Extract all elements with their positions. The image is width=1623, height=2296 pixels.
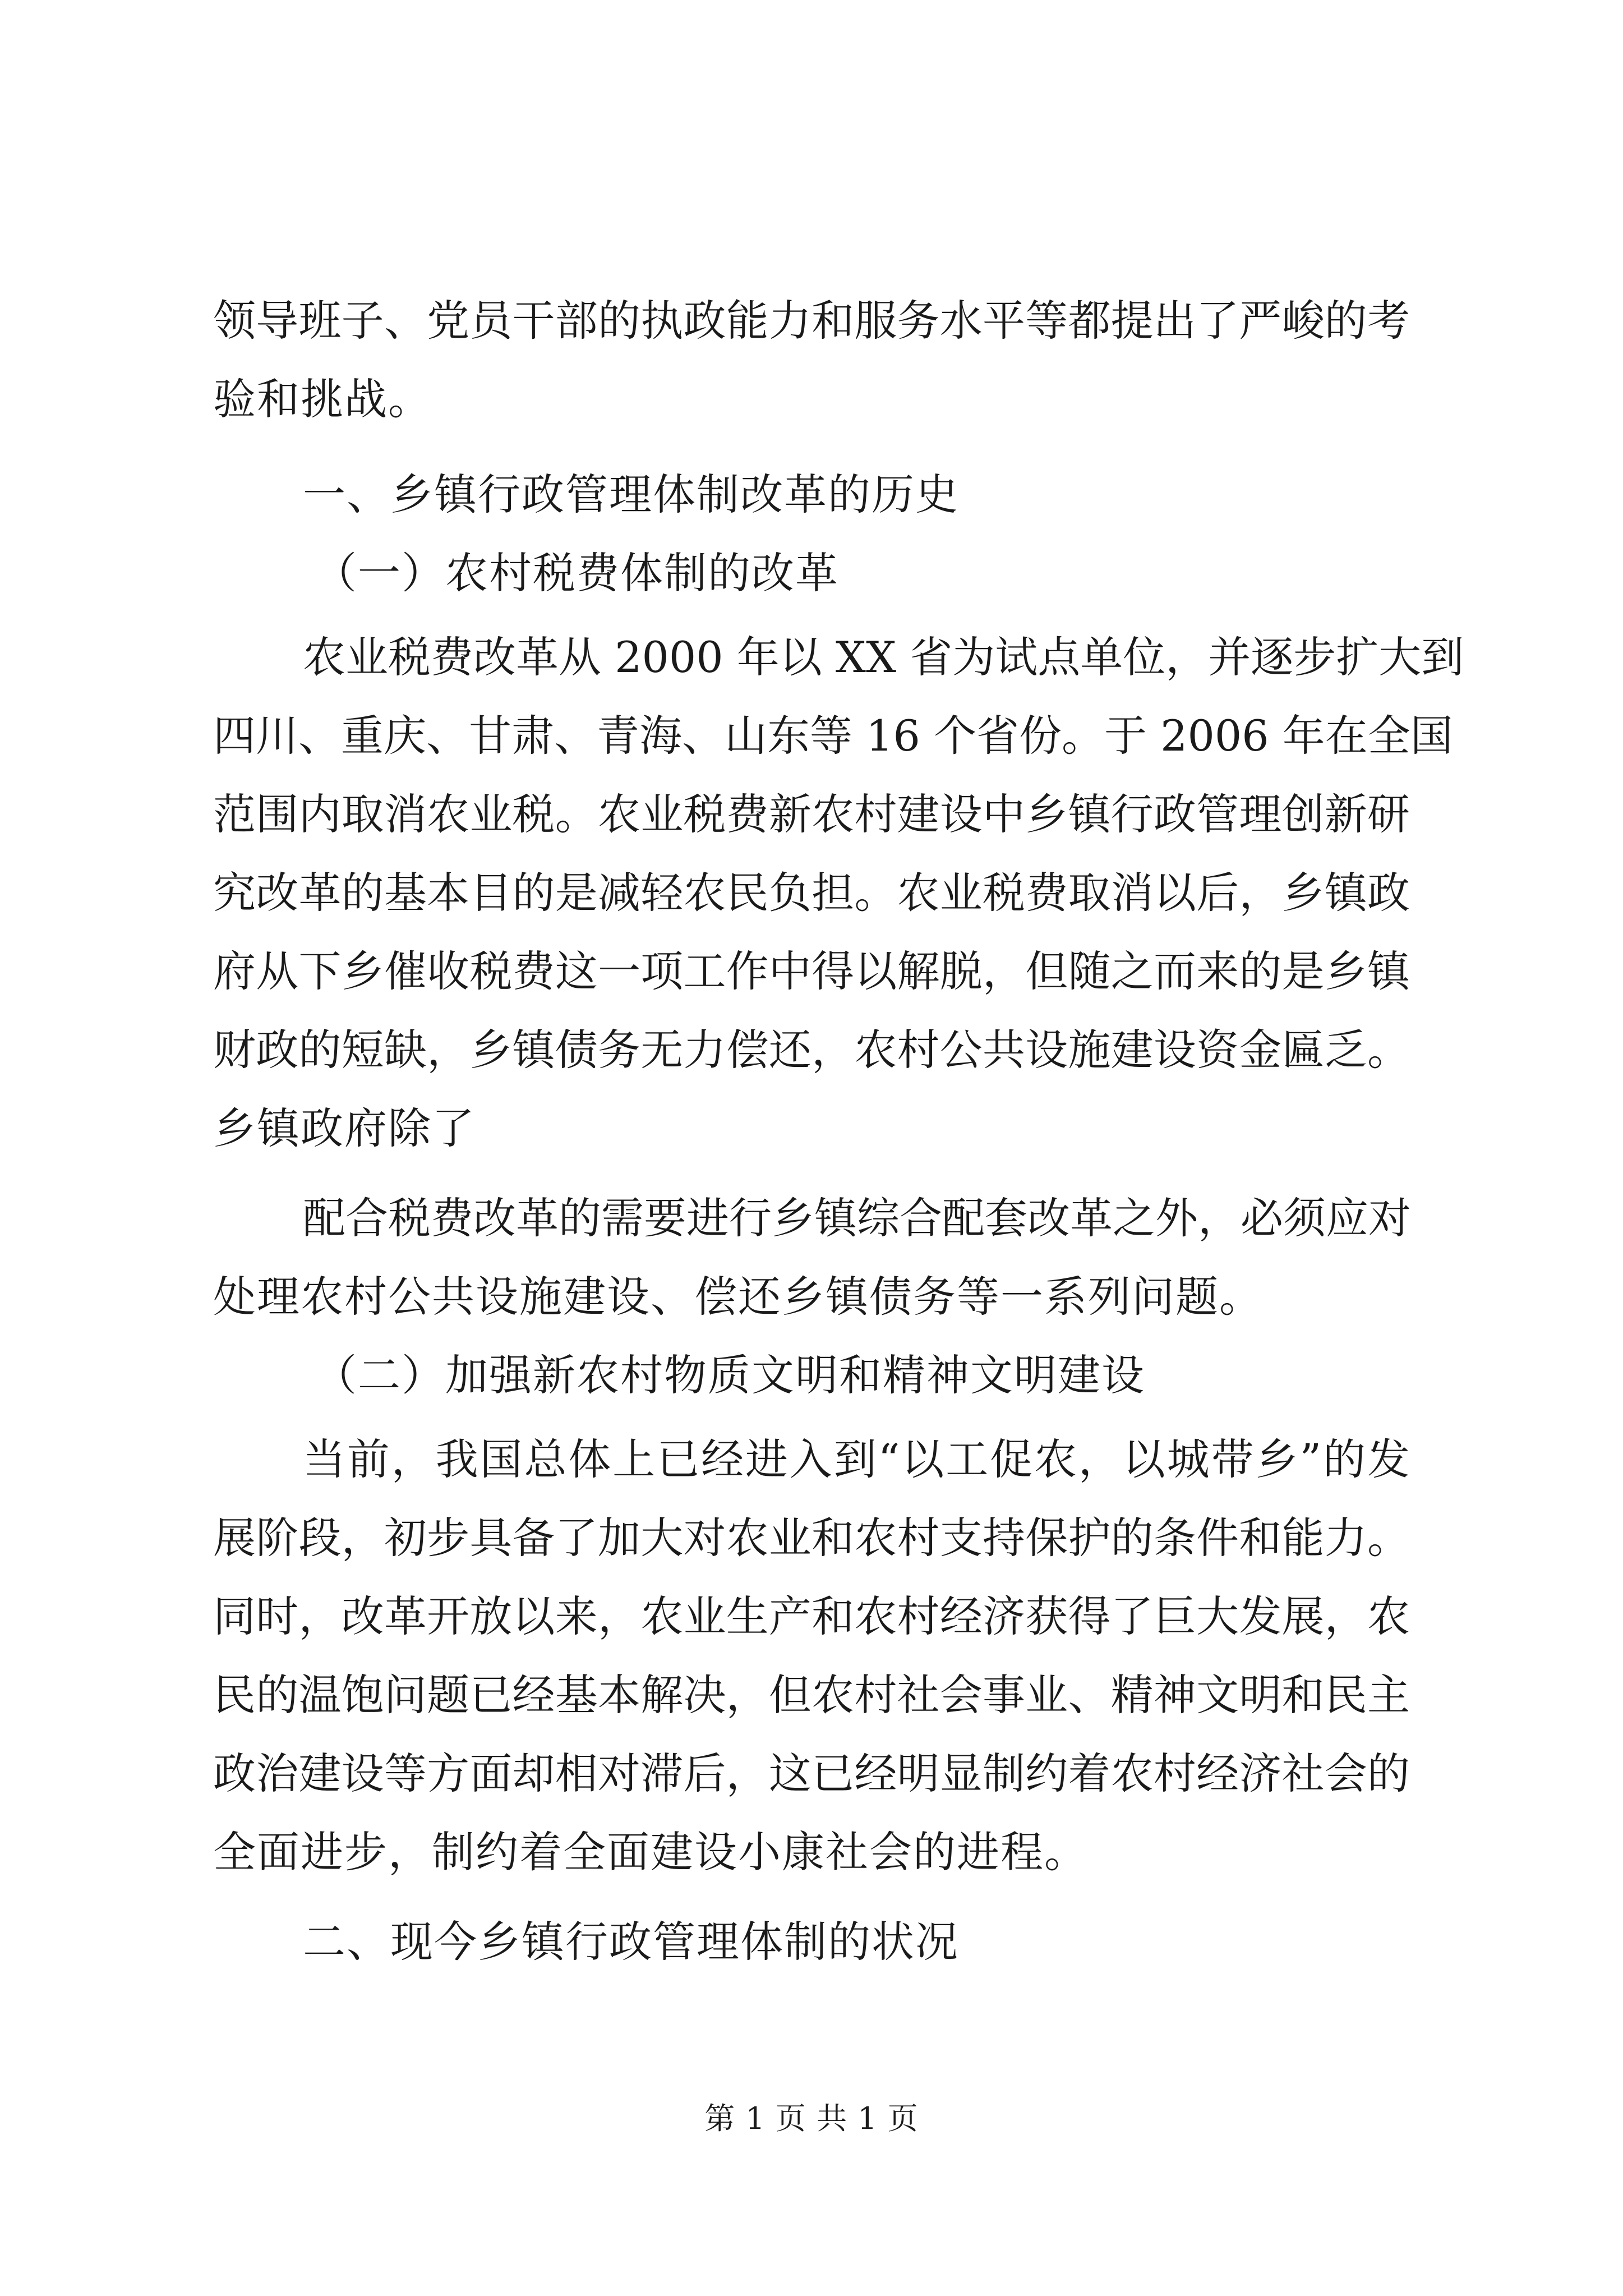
paragraph-line: 范围内取消农业税。农业税费新农村建设中乡镇行政管理创新研: [213, 789, 1410, 839]
paragraph-line: 展阶段，初步具备了加大对农业和农村支持保护的条件和能力。: [213, 1513, 1410, 1563]
page-number-footer: 第 1 页 共 1 页: [704, 2101, 919, 2136]
section-heading: 一、乡镇行政管理体制改革的历史: [303, 470, 959, 519]
paragraph-line: 财政的短缺，乡镇债务无力偿还，农村公共设施建设资金匾乏。: [213, 1025, 1410, 1075]
paragraph-line: 同时，改革开放以来，农业生产和农村经济获得了巨大发展，农: [213, 1591, 1410, 1641]
paragraph-line: 政治建设等方面却相对滞后，这已经明显制约着农村经济社会的: [213, 1749, 1410, 1798]
paragraph-line: 全面进步，制约着全面建设小康社会的进程。: [213, 1827, 1088, 1877]
paragraph-line: 配合税费改革的需要进行乡镇综合配套改革之外，必须应对: [303, 1193, 1411, 1243]
paragraph-line: 处理农村公共设施建设、偿还乡镇债务等一系列问题。: [213, 1272, 1263, 1322]
paragraph-line: 府从下乡催收税费这一项工作中得以解脱，但随之而来的是乡镇: [213, 946, 1410, 996]
paragraph-line: 验和挑战。: [213, 374, 432, 424]
paragraph-line: 民的温饱问题已经基本解决，但农村社会事业、精神文明和民主: [213, 1670, 1410, 1720]
paragraph-line: 领导班子、党员干部的执政能力和服务水平等都提出了严峻的考: [213, 296, 1410, 346]
paragraph-line: 当前，我国总体上已经进入到“以工促农，以城带乡”的发: [303, 1434, 1410, 1484]
section-heading: 二、现今乡镇行政管理体制的状况: [303, 1917, 959, 1967]
subsection-heading: （一）农村税费体制的改革: [314, 548, 839, 598]
paragraph-line: 究改革的基本目的是减轻农民负担。农业税费取消以后，乡镇政: [213, 868, 1410, 918]
paragraph-line: 四川、重庆、甘肃、青海、山东等 16 个省份。于 2006 年在全国: [213, 711, 1453, 761]
paragraph-line: 乡镇政府除了: [213, 1103, 476, 1153]
subsection-heading: （二）加强新农村物质文明和精神文明建设: [314, 1350, 1145, 1400]
paragraph-line: 农业税费改革从 2000 年以 XX 省为试点单位，并逐步扩大到: [303, 632, 1464, 682]
